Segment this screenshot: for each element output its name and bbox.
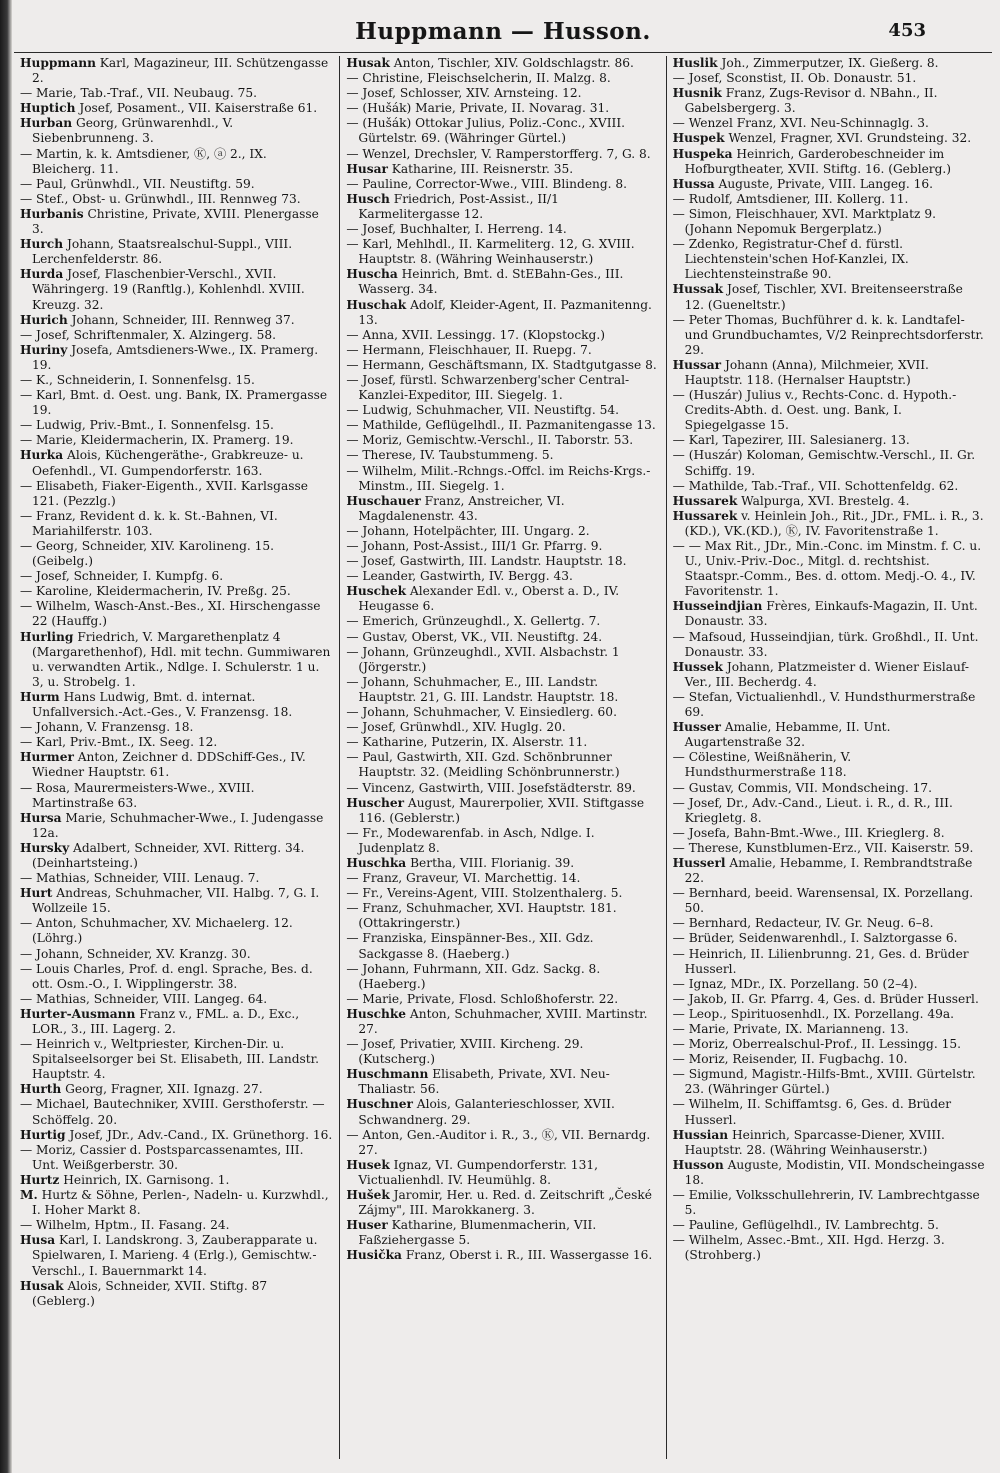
directory-entry: Huschauer Franz, Anstreicher, VI. Magdalenenstr. 43. (346, 493, 565, 523)
directory-entry: — (Huszár) Julius v., Rechts-Conc. d. Hypoth.-Credits-Abth. d. Oest. ung. Bank, I. Spiegelgasse 15. (672, 388, 957, 433)
directory-entry: — Katharine, Putzerin, IX. Alserstr. 11. (346, 735, 588, 750)
directory-entry: Hurbanis Christine, Private, XVIII. Plenergasse 3. (20, 206, 319, 237)
directory-entry: — Johann, Schneider, XV. Kranzg. 30. (20, 946, 251, 961)
directory-entry: Hurmer Anton, Zeichner d. DDSchiff-Ges., IV. Wiedner Hauptstr. 61. (20, 750, 306, 780)
directory-entry: — Johann, Post-Assist., III/1 Gr. Pfarrg. 9. (346, 539, 603, 553)
directory-entry: M. Hurtz & Söhne, Perlen-, Nadeln- u. Kurzwhdl., I. Hoher Markt 8. (20, 1188, 329, 1218)
directory-entry: — Wilhelm, Milit.-Rchngs.-Offcl. im Reichs-Krgs.-Minstm., III. Siegelg. 1. (346, 463, 651, 493)
directory-entry: Hurter-Ausmann Franz v., FML. a. D., Exc., LOR., 3., III. Lagerg. 2. (20, 1006, 300, 1036)
directory-entry: — Bernhard, Redacteur, IV. Gr. Neug. 6–8. (672, 916, 934, 931)
directory-entry: Husak Anton, Tischler, XIV. Goldschlagstr. 86. (346, 56, 634, 70)
directory-entry: — Marie, Private, IX. Marianneng. 13. (672, 1022, 909, 1036)
directory-entry: Hussek Johann, Platzmeister d. Wiener Eislauf-Ver., III. Becherdg. 4. (672, 659, 970, 689)
directory-entry: — Josef, Privatier, XVIII. Kircheng. 29. (Kutscherg.) (346, 1037, 584, 1067)
directory-entry: Huspeka Heinrich, Garderobeschneider im Hofburgtheater, XVII. Stiftg. 16. (Geblerg.) (672, 146, 952, 176)
directory-entry: — Fr., Vereins-Agent, VIII. Stolzenthalerg. 5. (346, 886, 623, 901)
directory-entry: — Josef, fürstl. Schwarzenberg'scher Central-Kanzlei-Expeditor, III. Siegelg. 1. (346, 372, 630, 403)
header-rule (14, 52, 992, 53)
directory-entry: — Bernhard, beeid. Warensensal, IX. Porzellang. 50. (672, 886, 974, 916)
directory-entry: Husar Katharine, III. Reisnerstr. 35. (346, 161, 574, 176)
directory-entry: — Gustav, Oberst, VK., VII. Neustiftg. 24. (346, 629, 603, 644)
directory-entry: Hurtig Josef, JDr., Adv.-Cand., IX. Grünethorg. 16. (20, 1127, 333, 1142)
directory-entry: — Paul, Gastwirth, XII. Gzd. Schönbrunner Hauptstr. 32. (Meidling Schönbrunnerstr.) (346, 750, 620, 780)
directory-entry: — Franziska, Einspänner-Bes., XII. Gdz. Sackgasse 8. (Haeberg.) (346, 931, 594, 961)
directory-entry: Hurich Johann, Schneider, III. Rennweg 37. (20, 312, 295, 327)
directory-entry: — Gustav, Commis, VII. Mondscheing. 17. (672, 780, 933, 795)
directory-entry: Huspek Wenzel, Fragner, XVI. Grundsteing. 32. (672, 131, 972, 146)
directory-entry: Hurda Josef, Flaschenbier-Verschl., XVII. Währingerg. 19 (Ranftlg.), Kohlenhdl. XVIII. Kreuzg. 32. (20, 267, 305, 312)
directory-entry: — Josef, Gastwirth, III. Landstr. Hauptstr. 18. (346, 554, 627, 569)
directory-entry: — Therese, IV. Taubstummeng. 5. (346, 448, 554, 463)
directory-entry: Huschek Alexander Edl. v., Oberst a. D., IV. Heugasse 6. (346, 584, 620, 614)
directory-entry: — Wilhelm, Assec.-Bmt., XII. Hgd. Herzg. 3. (Strohberg.) (672, 1233, 945, 1263)
directory-entry: — Marie, Private, Flosd. Schloßhoferstr. 22. (346, 991, 619, 1006)
directory-entry: Hussarek Walpurga, XVI. Brestelg. 4. (672, 493, 910, 508)
directory-entry: Huppmann Karl, Magazineur, III. Schützengasse 2. (20, 56, 329, 86)
directory-entry: Husserl Amalie, Hebamme, I. Rembrandtstraße 22. (672, 855, 973, 886)
directory-entry: — Josefa, Bahn-Bmt.-Wwe., III. Krieglerg. 8. (672, 825, 945, 840)
directory-entry: Hurm Hans Ludwig, Bmt. d. internat. Unfallversich.-Act.-Ges., V. Franzensg. 18. (20, 689, 293, 720)
directory-entry: — Johann, Fuhrmann, XII. Gdz. Sackg. 8. (Haeberg.) (346, 961, 601, 991)
directory-entry: — Therese, Kunstblumen-Erz., VII. Kaiserstr. 59. (672, 840, 974, 855)
directory-entry: Husch Friedrich, Post-Assist., II/1 Karmelitergasse 12. (346, 191, 559, 221)
directory-entry: — Peter Thomas, Buchführer d. k. k. Landtafel- und Grundbuchamtes, V/2 Reinprechtsdorferstr. 29. (672, 312, 984, 357)
directory-entry: Husson Auguste, Modistin, VII. Mondscheingasse 18. (672, 1157, 985, 1187)
directory-entry: Husička Franz, Oberst i. R., III. Wassergasse 16. (346, 1248, 653, 1263)
directory-entry: — Josef, Schlosser, XIV. Arnsteing. 12. (346, 86, 582, 101)
directory-entry: — Brüder, Seidenwarenhdl., I. Salztorgasse 6. (672, 931, 958, 946)
directory-entry: — Johann, V. Franzensg. 18. (20, 720, 194, 735)
directory-entry: — Josef, Schneider, I. Kumpfg. 6. (20, 569, 224, 584)
directory-entry: — (Huszár) Koloman, Gemischtw.-Verschl., II. Gr. Schiffg. 19. (672, 448, 976, 478)
directory-entry: — Karl, Priv.-Bmt., IX. Seeg. 12. (20, 735, 218, 750)
directory-entry: — Anton, Gen.-Auditor i. R., 3., Ⓚ, VII. Bernardg. 27. (346, 1127, 651, 1157)
directory-entry: — Josef, Sconstist, II. Ob. Donaustr. 51. (672, 71, 917, 86)
directory-entry: Hurling Friedrich, V. Margarethenplatz 4 (Margarethenhof), Hdl. mit techn. Gummiwaren u. verwandten Artik., Ndlge. I. Schulerstr. 1 u. 3, u. Strobelg. 1. (20, 629, 331, 689)
directory-entry: Hussak Josef, Tischler, XVI. Breitenseerstraße 12. (Gueneltstr.) (672, 282, 963, 312)
directory-entry: — Emilie, Volksschullehrerin, IV. Lambrechtgasse 5. (672, 1188, 980, 1218)
directory-entry: — Franz, Graveur, VI. Marchettig. 14. (346, 871, 581, 886)
directory-entry: Huschak Adolf, Kleider-Agent, II. Pazmanitenng. 13. (346, 297, 652, 327)
directory-entry: — Heinrich v., Weltpriester, Kirchen-Dir. u. Spitalseelsorger bei St. Elisabeth, III. Landstr. Hauptstr. 4. (20, 1037, 320, 1082)
directory-entry: — Louis Charles, Prof. d. engl. Sprache, Bes. d. ott. Osm.-O., I. Wipplingerstr. 38. (20, 961, 313, 991)
directory-entry: — Leop., Spirituosenhdl., IX. Porzellang. 49a. (672, 1006, 954, 1021)
directory-entry: — Michael, Bautechniker, XVIII. Gersthoferstr. — Schöffelg. 20. (20, 1097, 325, 1127)
directory-entry: — — Max Rit., JDr., Min.-Conc. im Minstm. f. C. u. U., Univ.-Priv.-Doc., Mitgl. d. rechtshist. Staatspr.-Comm., Bes. d. ottom. Medj.-O. 4., IV. Favoritenstr. 1. (672, 539, 982, 599)
directory-entry: — Wenzel Franz, XVI. Neu-Schinnaglg. 3. (672, 116, 929, 131)
directory-entry: — Simon, Fleischhauer, XVI. Marktplatz 9. (Johann Nepomuk Bergerplatz.) (672, 206, 936, 237)
directory-entry: — Wenzel, Drechsler, V. Ramperstorfferg. 7, G. 8. (346, 146, 651, 161)
directory-entry: — Stef., Obst- u. Grünwhdl., III. Rennweg 73. (20, 191, 301, 206)
directory-entry: — Franz, Revident d. k. k. St.-Bahnen, VI. Mariahilferstr. 103. (20, 508, 278, 538)
directory-entry: — Mafsoud, Husseindjian, türk. Großhdl., II. Unt. Donaustr. 33. (672, 629, 979, 659)
directory-entry: — (Hušák) Ottokar Julius, Poliz.-Conc., XVIII. Gürtelstr. 69. (Währinger Gürtel.) (346, 116, 626, 146)
directory-entry: Hurban Georg, Grünwarenhdl., V. Siebenbrunneng. 3. (20, 116, 234, 146)
directory-entry: — Pauline, Corrector-Wwe., VIII. Blindeng. 8. (346, 176, 628, 191)
directory-entry: — Josef, Schriftenmaler, X. Alzingerg. 58. (20, 327, 277, 342)
directory-entry: — Johann, Schuhmacher, E., III. Landstr. Hauptstr. 21, G. III. Landstr. Hauptstr. 18. (346, 674, 619, 704)
directory-entry: — Fr., Modewarenfab. in Asch, Ndlge. I. Judenplatz 8. (346, 825, 595, 855)
directory-entry: — Wilhelm, II. Schiffamtsg. 6, Ges. d. Brüder Husserl. (672, 1097, 952, 1127)
directory-entry: — Hermann, Geschäftsmann, IX. Stadtgutgasse 8. (346, 357, 657, 372)
directory-entry: — Emerich, Grünzeughdl., X. Gellertg. 7. (346, 614, 601, 629)
directory-entry: Hurth Georg, Fragner, XII. Ignazg. 27. (20, 1082, 263, 1097)
directory-entry: — Ludwig, Schuhmacher, VII. Neustiftg. 54. (346, 403, 619, 418)
directory-entry: — Mathias, Schneider, VIII. Lenaug. 7. (20, 871, 260, 886)
directory-entry: — Pauline, Geflügelhdl., IV. Lambrechtg. 5. (672, 1218, 939, 1233)
directory-entry: Hurtz Heinrich, IX. Garnisong. 1. (20, 1172, 230, 1187)
directory-entry: Huriny Josefa, Amtsdieners-Wwe., IX. Pramerg. 19. (20, 342, 319, 372)
directory-entry: Hursky Adalbert, Schneider, XVI. Ritterg. 34. (Deinhartsteing.) (20, 840, 305, 870)
directory-entry: — Mathias, Schneider, VIII. Langeg. 64. (20, 991, 268, 1006)
directory-entry: — Moriz, Gemischtw.-Verschl., II. Taborstr. 53. (346, 433, 634, 448)
directory-entry: — Johann, Hotelpächter, III. Ungarg. 2. (346, 523, 590, 538)
column-right (666, 56, 992, 1459)
directory-entry: Hurt Andreas, Schuhmacher, VII. Halbg. 7, G. I. Wollzeile 15. (20, 886, 320, 916)
directory-entry: — Ludwig, Priv.-Bmt., I. Sonnenfelsg. 15. (20, 418, 274, 433)
directory-entry: Hussarek v. Heinlein Joh., Rit., JDr., FML. i. R., 3.(KD.), VK.(KD.), Ⓚ, IV. Favoritenstraße 1. (672, 508, 984, 538)
directory-entry: — Wilhelm, Wasch-Anst.-Bes., XI. Hirschengasse 22 (Hauffg.) (20, 599, 321, 629)
directory-entry: — Marie, Kleidermacherin, IX. Pramerg. 19. (20, 433, 294, 448)
directory-entry: — Vincenz, Gastwirth, VIII. Josefstädterstr. 89. (346, 780, 636, 795)
directory-entry: — Georg, Schneider, XIV. Karolineng. 15. (Geibelg.) (20, 539, 275, 569)
directory-entry: Huser Katharine, Blumenmacherin, VII. Faßziehergasse 5. (346, 1218, 597, 1248)
directory-entry: — Cölestine, Weißnäherin, V. Hundsthurmerstraße 118. (672, 750, 852, 780)
directory-entry: — Stefan, Victualienhdl., V. Hundsthurmerstraße 69. (672, 689, 976, 720)
column-left (14, 56, 339, 1459)
directory-entry: — Anton, Schuhmacher, XV. Michaelerg. 12. (Löhrg.) (20, 916, 293, 946)
directory-entry: — Elisabeth, Fiaker-Eigenth., XVII. Karlsgasse 121. (Pezzlg.) (20, 478, 308, 508)
directory-entry: — Johann, Grünzeughdl., XVII. Alsbachstr. 1 (Jörgerstr.) (346, 644, 620, 674)
directory-entry: Huschka Bertha, VIII. Florianig. 39. (346, 855, 575, 870)
directory-entry: Husser Amalie, Hebamme, II. Unt. Augartenstraße 32. (672, 720, 891, 750)
scan-binding-edge (0, 0, 12, 1473)
directory-entry: — Ignaz, MDr., IX. Porzellang. 50 (2–4). (672, 976, 918, 991)
directory-entry: Hurch Johann, Staatsrealschul-Suppl., VIII. Lerchenfelderstr. 86. (20, 237, 293, 267)
directory-entry: — Karoline, Kleidermacherin, IV. Preßg. 25. (20, 584, 291, 599)
directory-entry: — Johann, Schuhmacher, V. Einsiedlerg. 60. (346, 705, 617, 720)
directory-entry: — Moriz, Cassier d. Postsparcassenamtes, III. Unt. Weißgerberstr. 30. (20, 1142, 304, 1172)
directory-entry: Huschke Anton, Schuhmacher, XVIII. Martinstr. 27. (346, 1006, 648, 1036)
directory-entry: — Rosa, Maurermeisters-Wwe., XVIII. Martinstraße 63. (20, 780, 255, 810)
directory-entry: — (Hušák) Marie, Private, II. Novarag. 31. (346, 101, 610, 116)
running-head: Huppmann — Husson. (355, 18, 651, 45)
directory-entry: — Heinrich, II. Lilienbrunng. 21, Ges. d. Brüder Husserl. (672, 946, 969, 976)
directory-entry: — Moriz, Reisender, II. Fugbachg. 10. (672, 1052, 908, 1067)
directory-entry: — Mathilde, Geflügelhdl., II. Pazmanitengasse 13. (346, 418, 656, 433)
directory-entry: Huschmann Elisabeth, Private, XVI. Neu-Thaliastr. 56. (346, 1067, 610, 1097)
directory-entry: — Anna, XVII. Lessingg. 17. (Klopstockg.) (346, 327, 605, 342)
directory-entry: Huscha Heinrich, Bmt. d. StEBahn-Ges., III. Wasserg. 34. (346, 267, 624, 297)
page-number: 453 (888, 20, 926, 41)
directory-entry: Huschner Alois, Galanterieschlosser, XVII. Schwandnerg. 29. (346, 1097, 615, 1127)
columns (14, 56, 992, 1459)
directory-entry: — Sigmund, Magistr.-Hilfs-Bmt., XVIII. Gürtelstr. 23. (Währinger Gürtel.) (672, 1067, 976, 1097)
directory-entry: Husa Karl, I. Landskrong. 3, Zauberapparate u. Spielwaren, I. Marieng. 4 (Erlg.), Gemischtw.-Verschl., I. Bauernmarkt 14. (20, 1233, 318, 1278)
directory-entry: — Rudolf, Amtsdiener, III. Kollerg. 11. (672, 191, 909, 206)
directory-entry: — Hermann, Fleischhauer, II. Ruepg. 7. (346, 342, 592, 357)
directory-entry: — Paul, Grünwhdl., VII. Neustiftg. 59. (20, 176, 255, 191)
directory-entry: — Franz, Schuhmacher, XVI. Hauptstr. 181. (Ottakringerstr.) (346, 901, 617, 931)
directory-entry: — Moriz, Oberrealschul-Prof., II. Lessingg. 15. (672, 1037, 961, 1052)
directory-entry: Hurka Alois, Küchengeräthe-, Grabkreuze- u. Oefenhdl., VI. Gumpendorferstr. 163. (20, 448, 304, 478)
directory-entry: Huscher August, Maurerpolier, XVII. Stiftgasse 116. (Geblerstr.) (346, 795, 645, 825)
directory-entry: Husak Alois, Schneider, XVII. Stiftg. 87 (Geblerg.) (20, 1278, 268, 1308)
directory-entry: — Marie, Tab.-Traf., VII. Neubaug. 75. (20, 86, 257, 101)
directory-entry: — Karl, Bmt. d. Oest. ung. Bank, IX. Pramergasse 19. (20, 388, 328, 418)
directory-entry: Huslik Joh., Zimmerputzer, IX. Gießerg. 8. (672, 56, 939, 70)
directory-entry: Husek Ignaz, VI. Gumpendorferstr. 131, Victualienhdl. IV. Heumühlg. 8. (346, 1157, 598, 1187)
directory-entry: Hussar Johann (Anna), Milchmeier, XVII. Hauptstr. 118. (Hernalser Hauptstr.) (672, 357, 929, 387)
directory-entry: — Josef, Buchhalter, I. Herreng. 14. (346, 222, 567, 237)
column-middle (339, 56, 665, 1459)
directory-entry: — Zdenko, Registratur-Chef d. fürstl. Liechtenstein'schen Hof-Kanzlei, IX. Liechtensteinstraße 90. (672, 237, 909, 282)
directory-entry: — Karl, Mehlhdl., II. Karmeliterg. 12, G. XVIII. Hauptstr. 8. (Währing Weinhauserstr.) (346, 237, 635, 267)
directory-entry: — Jakob, II. Gr. Pfarrg. 4, Ges. d. Brüder Husserl. (672, 991, 979, 1006)
directory-entry: — Josef, Grünwhdl., XIV. Huglg. 20. (346, 720, 566, 735)
directory-entry: — Josef, Dr., Adv.-Cand., Lieut. i. R., d. R., III. Kriegletg. 8. (672, 795, 953, 825)
directory-entry: — Karl, Tapezirer, III. Salesianerg. 13. (672, 433, 910, 448)
directory-entry: Husseindjian Frères, Einkaufs-Magazin, II. Unt. Donaustr. 33. (672, 599, 978, 629)
directory-entry: Husnik Franz, Zugs-Revisor d. NBahn., II. Gabelsbergerg. 3. (672, 86, 938, 116)
directory-entry: Huptich Josef, Posament., VII. Kaiserstraße 61. (20, 101, 318, 116)
directory-entry: — Christine, Fleischselcherin, II. Malzg. 8. (346, 71, 611, 86)
directory-entry: — Mathilde, Tab.-Traf., VII. Schottenfeldg. 62. (672, 478, 959, 493)
directory-entry: — K., Schneiderin, I. Sonnenfelsg. 15. (20, 372, 255, 387)
page-header (14, 12, 992, 52)
directory-entry: — Wilhelm, Hptm., II. Fasang. 24. (20, 1218, 230, 1233)
directory-entry: Hursa Marie, Schuhmacher-Wwe., I. Judengasse 12a. (20, 810, 324, 840)
directory-entry: Hušek Jaromir, Her. u. Red. d. Zeitschrift „České Zájmy", III. Marokkanerg. 3. (346, 1188, 652, 1218)
directory-entry: — Martin, k. k. Amtsdiener, Ⓚ, ⓐ 2., IX. Bleicherg. 11. (20, 146, 267, 176)
directory-entry: — Leander, Gastwirth, IV. Bergg. 43. (346, 569, 573, 584)
directory-entry: Hussian Heinrich, Sparcasse-Diener, XVIII. Hauptstr. 28. (Währing Weinhauserstr.) (672, 1127, 945, 1157)
directory-entry: Hussa Auguste, Private, VIII. Langeg. 16. (672, 176, 934, 191)
